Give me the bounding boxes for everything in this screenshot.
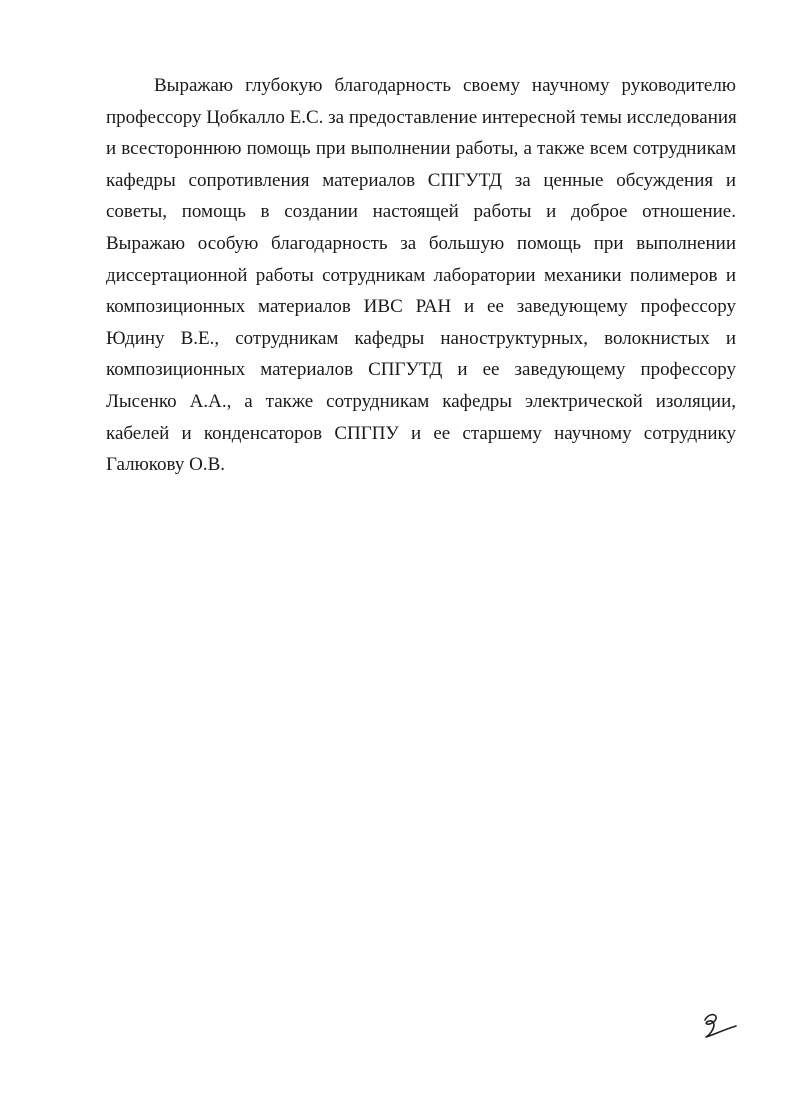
paragraph-line: профессору Цобкалло Е.С. за предоставление интересной темы исследования	[106, 106, 737, 128]
paragraph-line: кабелей и конденсаторов СПГПУ и ее старшему научному сотруднику	[106, 422, 736, 444]
paragraph-line: композиционных материалов ИВС РАН и ее заведующему профессору	[106, 296, 736, 318]
paragraph-line: кафедры сопротивления материалов СПГУТД за ценные обсуждения и	[106, 169, 736, 191]
paragraph-line: и всестороннюю помощь при выполнении работы, а также всем сотрудникам	[106, 138, 736, 160]
acknowledgement-paragraph	[106, 70, 736, 481]
paragraph-line: советы, помощь в создании настоящей работы и доброе отношение.	[106, 201, 736, 223]
signature-icon	[699, 1010, 739, 1044]
paragraph-line: Выражаю глубокую благодарность своему научному руководителю	[154, 75, 736, 96]
paragraph-line: композиционных материалов СПГУТД и ее заведующему профессору	[106, 359, 736, 381]
paragraph-line: Выражаю особую благодарность за большую помощь при выполнении	[106, 232, 736, 254]
paragraph-line: Юдину В.Е., сотрудникам кафедры наноструктурных, волокнистых и	[106, 327, 736, 349]
paragraph-line: диссертационной работы сотрудникам лаборатории механики полимеров и	[106, 264, 736, 286]
paragraph-line: Галюкову О.В.	[106, 454, 226, 476]
paragraph-line: Лысенко А.А., а также сотрудникам кафедры электрической изоляции,	[106, 390, 736, 412]
